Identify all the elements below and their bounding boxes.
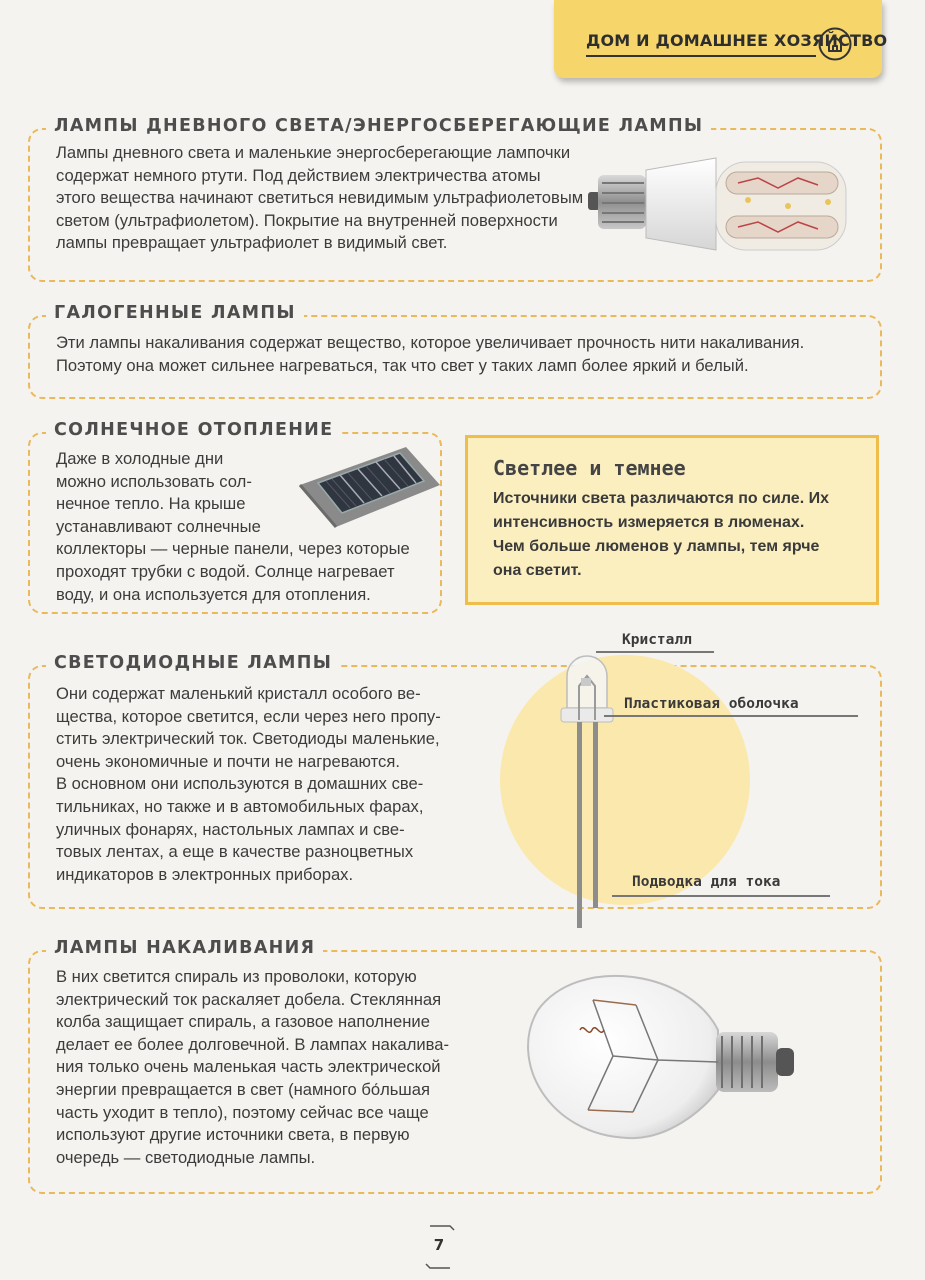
page-number: 7 (433, 1236, 445, 1254)
leads-leader-line (612, 895, 830, 897)
text-line: очень экономичные и почти не нагреваются. (56, 751, 400, 771)
text-line: энергии превращается в свет (намного бо́льшая (56, 1079, 430, 1099)
incandescent-heading: ЛАМПЫ НАКАЛИВАНИЯ (46, 938, 323, 958)
text-line: светом (ультрафиолетом). Покрытие на внутренней поверхности (56, 210, 558, 230)
crystal-label: Кристалл (622, 632, 692, 648)
text-line: интенсивность измеряется в люменах. (493, 514, 805, 531)
shell-label: Пластиковая оболочка (624, 696, 799, 712)
section-title: ДОМ И ДОМАШНЕЕ ХОЗЯЙСТВО (586, 31, 888, 50)
text-line: В них светится спираль из проволоки, которую (56, 967, 417, 986)
text-line: нечное тепло. На крыше (56, 494, 246, 514)
led-diagram-illustration (555, 648, 635, 930)
text-line: используют другие источники света, в первую (56, 1125, 410, 1145)
led-text (56, 683, 441, 886)
sidebar-text (493, 487, 863, 583)
text-line: тильниках, но также и в автомобильных фарах, (56, 796, 424, 816)
text-line: содержат немного ртути. Под действием электричества атомы (56, 165, 541, 185)
section-title-underline (586, 55, 816, 57)
sidebar-title: Светлее и темнее (493, 456, 686, 480)
text-line: В основном они используются в домашних све- (56, 774, 424, 794)
text-line: электрический ток раскаляет добела. Стеклянная (56, 989, 442, 1009)
text-line: очередь — светодиодные лампы. (56, 1147, 316, 1167)
text-line: проходят трубки с водой. Солнце нагревает (56, 561, 395, 581)
incandescent-bulb-illustration (518, 960, 808, 1155)
solar-heading: СОЛНЕЧНОЕ ОТОПЛЕНИЕ (46, 420, 341, 440)
halogen-text (56, 332, 876, 377)
text-line: Эти лампы накаливания содержат вещество, которое увеличивает прочность нити накаливания. (56, 333, 805, 352)
incandescent-text (56, 966, 449, 1169)
led-heading: СВЕТОДИОДНЫЕ ЛАМПЫ (46, 653, 340, 673)
text-line: Даже в холодные дни (56, 449, 224, 468)
text-line: можно использовать сол- (56, 471, 252, 491)
text-line: Поэтому она может сильнее нагреваться, так что свет у таких ламп более яркий и белый. (56, 355, 749, 375)
text-line: устанавливают солнечные (56, 516, 261, 536)
text-line: индикаторов в электронных приборах. (56, 864, 354, 884)
text-line: товых лентах, а еще в качестве разноцветных (56, 842, 414, 862)
text-line: этого вещества начинают светиться невидимым ультрафиолетовым (56, 188, 584, 208)
crystal-leader-line (596, 651, 714, 653)
text-line: делает ее более долговечной. В лампах накалива- (56, 1034, 450, 1054)
text-line: воду, и она используется для отопления. (56, 584, 371, 604)
text-line: уличных фонарях, настольных лампах и све- (56, 819, 405, 839)
halogen-heading: ГАЛОГЕННЫЕ ЛАМПЫ (46, 303, 304, 323)
text-line: колба защищает спираль, а газовое наполнение (56, 1012, 430, 1032)
text-line: щества, которое светится, если через него пропу- (56, 706, 441, 726)
house-icon (818, 27, 852, 61)
text-line: Лампы дневного света и маленькие энергосберегающие лампочки (56, 143, 571, 162)
text-line: часть уходит в тепло), поэтому сейчас все чаще (56, 1102, 429, 1122)
shell-leader-line (604, 715, 858, 717)
text-line: Они содержат маленький кристалл особого ве- (56, 684, 421, 703)
text-line: ния только очень маленькая часть электрической (56, 1057, 441, 1077)
text-line: стить электрический ток. Светодиоды маленькие, (56, 729, 440, 749)
fluorescent-heading: ЛАМПЫ ДНЕВНОГО СВЕТА/ЭНЕРГОСБЕРЕГАЮЩИЕ ЛАМПЫ (46, 116, 711, 136)
energy-saving-lamp-illustration (588, 150, 863, 260)
text-line: коллекторы — черные панели, через которые (56, 539, 410, 559)
fluorescent-text (56, 142, 583, 255)
solar-collector-illustration (296, 445, 442, 529)
leads-label: Подводка для тока (632, 874, 781, 890)
text-line: Чем больше люменов у лампы, тем ярче (493, 538, 820, 555)
text-line: она светит. (493, 562, 582, 579)
text-line: Источники света различаются по силе. Их (493, 490, 829, 507)
text-line: лампы превращает ультрафиолет в видимый свет. (56, 233, 448, 253)
